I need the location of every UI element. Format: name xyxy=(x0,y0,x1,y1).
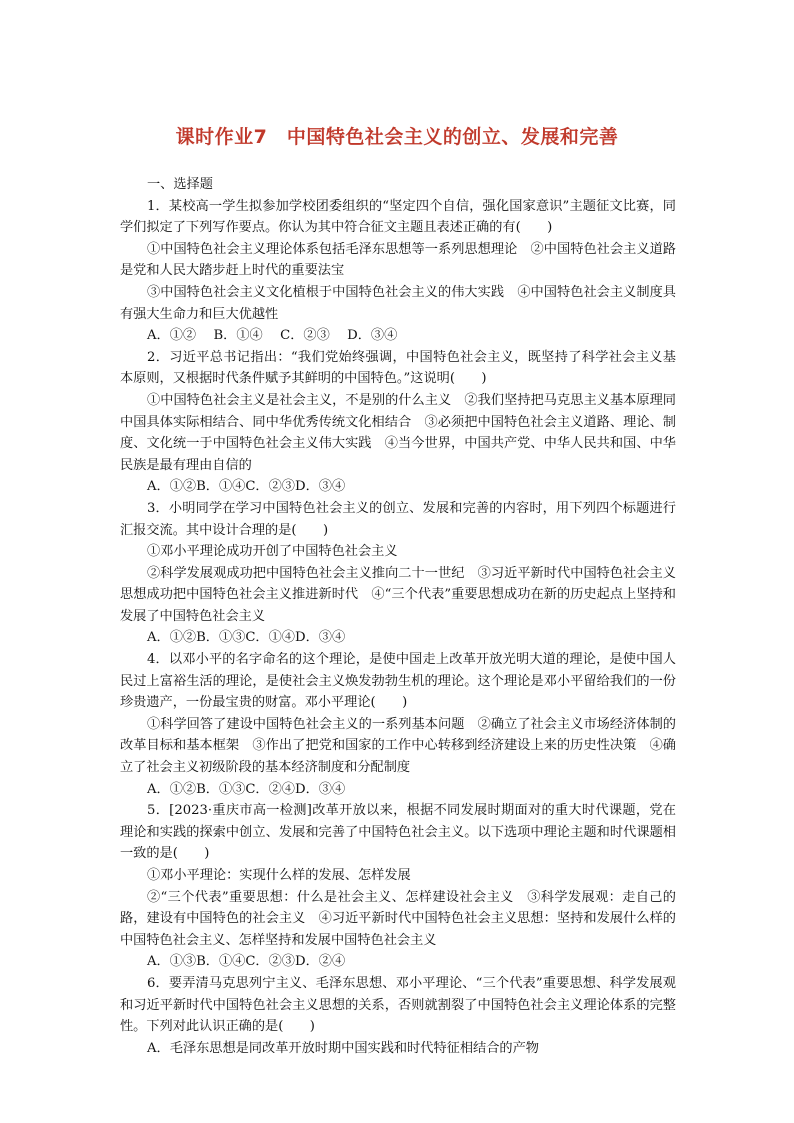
question-1-choices: A．①② B．①④ C．②③ D．③④ xyxy=(147,328,398,344)
question-3-option-1: ①邓小平理论成功开创了中国特色社会主义 xyxy=(147,544,398,560)
question-2-options: ①中国特色社会主义是社会主义，不是别的什么主义 ②我们坚持把马克思主义基本原理同中国具体实际相结合、同中华优秀传统文化相结合 ③必须把中国特色社会主义道路、理论、制度、文化统一于中国特色社会主义伟大实践 ④当今世界，中国共产党、中华人民共和国、中华民族是最有理由自信的 xyxy=(120,392,676,473)
question-4-options: ①科学回答了建设中国特色社会主义的一系列基本问题 ②确立了社会主义市场经济体制的改革目标和基本框架 ③作出了把党和国家的工作中心转移到经济建设上来的历史性决策 ④确立了社会主义初级阶段的基本经济制度和分配制度 xyxy=(120,716,676,776)
question-list xyxy=(120,174,676,1059)
page-title: 课时作业7 中国特色社会主义的创立、发展和完善 xyxy=(175,126,619,148)
question-4-choices: A．①②B．①③C．②④D．③④ xyxy=(147,781,346,797)
question-4-stem: 4．以邓小平的名字命名的这个理论，是使中国走上改革开放光明大道的理论，是使中国人民过上富裕生活的理论，是使社会主义焕发勃勃生机的理论。这个理论是邓小平留给我们的一份珍贵遗产，一份最宝贵的财富。邓小平理论( ) xyxy=(120,652,676,711)
section-heading: 一、选择题 xyxy=(147,177,213,192)
question-3-choices: A．①②B．①③C．①④D．③④ xyxy=(147,630,346,646)
question-2-stem: 2．习近平总书记指出：“我们党始终强调，中国特色社会主义，既坚持了科学社会主义基本原则，又根据时代条件赋予其鲜明的中国特色。”这说明( ) xyxy=(120,349,676,387)
question-6-option-a: A．毛泽东思想是同改革开放时期中国实践和时代特征相结合的产物 xyxy=(147,1040,539,1056)
question-1-options-3-4: ③中国特色社会主义文化植根于中国特色社会主义的伟大实践 ④中国特色社会主义制度具有强大生命力和巨大优越性 xyxy=(120,284,676,322)
question-2-choices: A．①②B．①④C．②③D．③④ xyxy=(147,479,346,495)
question-5-choices: A．①③B．①④C．②③D．②④ xyxy=(147,954,346,970)
question-5-options-2-4: ②“三个代表”重要思想：什么是社会主义、怎样建设社会主义 ③科学发展观：走自己的路，建设有中国特色的社会主义 ④习近平新时代中国特色社会主义思想：坚持和发展什么样的中国特色社会主义、怎样坚持和发展中国特色社会主义 xyxy=(120,889,676,948)
question-5-stem: 5．[2023·重庆市高一检测]改革开放以来，根据不同发展时期面对的重大时代课题，党在理论和实践的探索中创立、发展和完善了中国特色社会主义。以下选项中理论主题和时代课题相一致的是( ) xyxy=(120,803,676,862)
question-3-options-2-4: ②科学发展观成功把中国特色社会主义推向二十一世纪 ③习近平新时代中国特色社会主义思想成功把中国特色社会主义推进新时代 ④“三个代表”重要思想成功在新的历史起点上坚持和发展了中国特色社会主义 xyxy=(120,565,676,624)
question-5-option-1: ①邓小平理论：实现什么样的发展、怎样发展 xyxy=(147,868,411,883)
question-1-stem: 1．某校高一学生拟参加学校团委组织的“坚定四个自信，强化国家意识”主题征文比赛，同学们拟定了下列写作要点。你认为其中符合征文主题且表述正确的有( ) xyxy=(120,198,676,236)
question-3-stem: 3．小明同学在学习中国特色社会主义的创立、发展和完善的内容时，用下列四个标题进行汇报交流。其中设计合理的是( ) xyxy=(120,500,676,538)
question-1-options-1-2: ①中国特色社会主义理论体系包括毛泽东思想等一系列思想理论 ②中国特色社会主义道路是党和人民大踏步赶上时代的重要法宝 xyxy=(120,241,676,279)
question-6-stem: 6．要弄清马克思列宁主义、毛泽东思想、邓小平理论、“三个代表”重要思想、科学发展观和习近平新时代中国特色社会主义思想的关系，否则就割裂了中国特色社会主义理论体系的完整性。下列对此认识正确的是( ) xyxy=(120,975,676,1035)
